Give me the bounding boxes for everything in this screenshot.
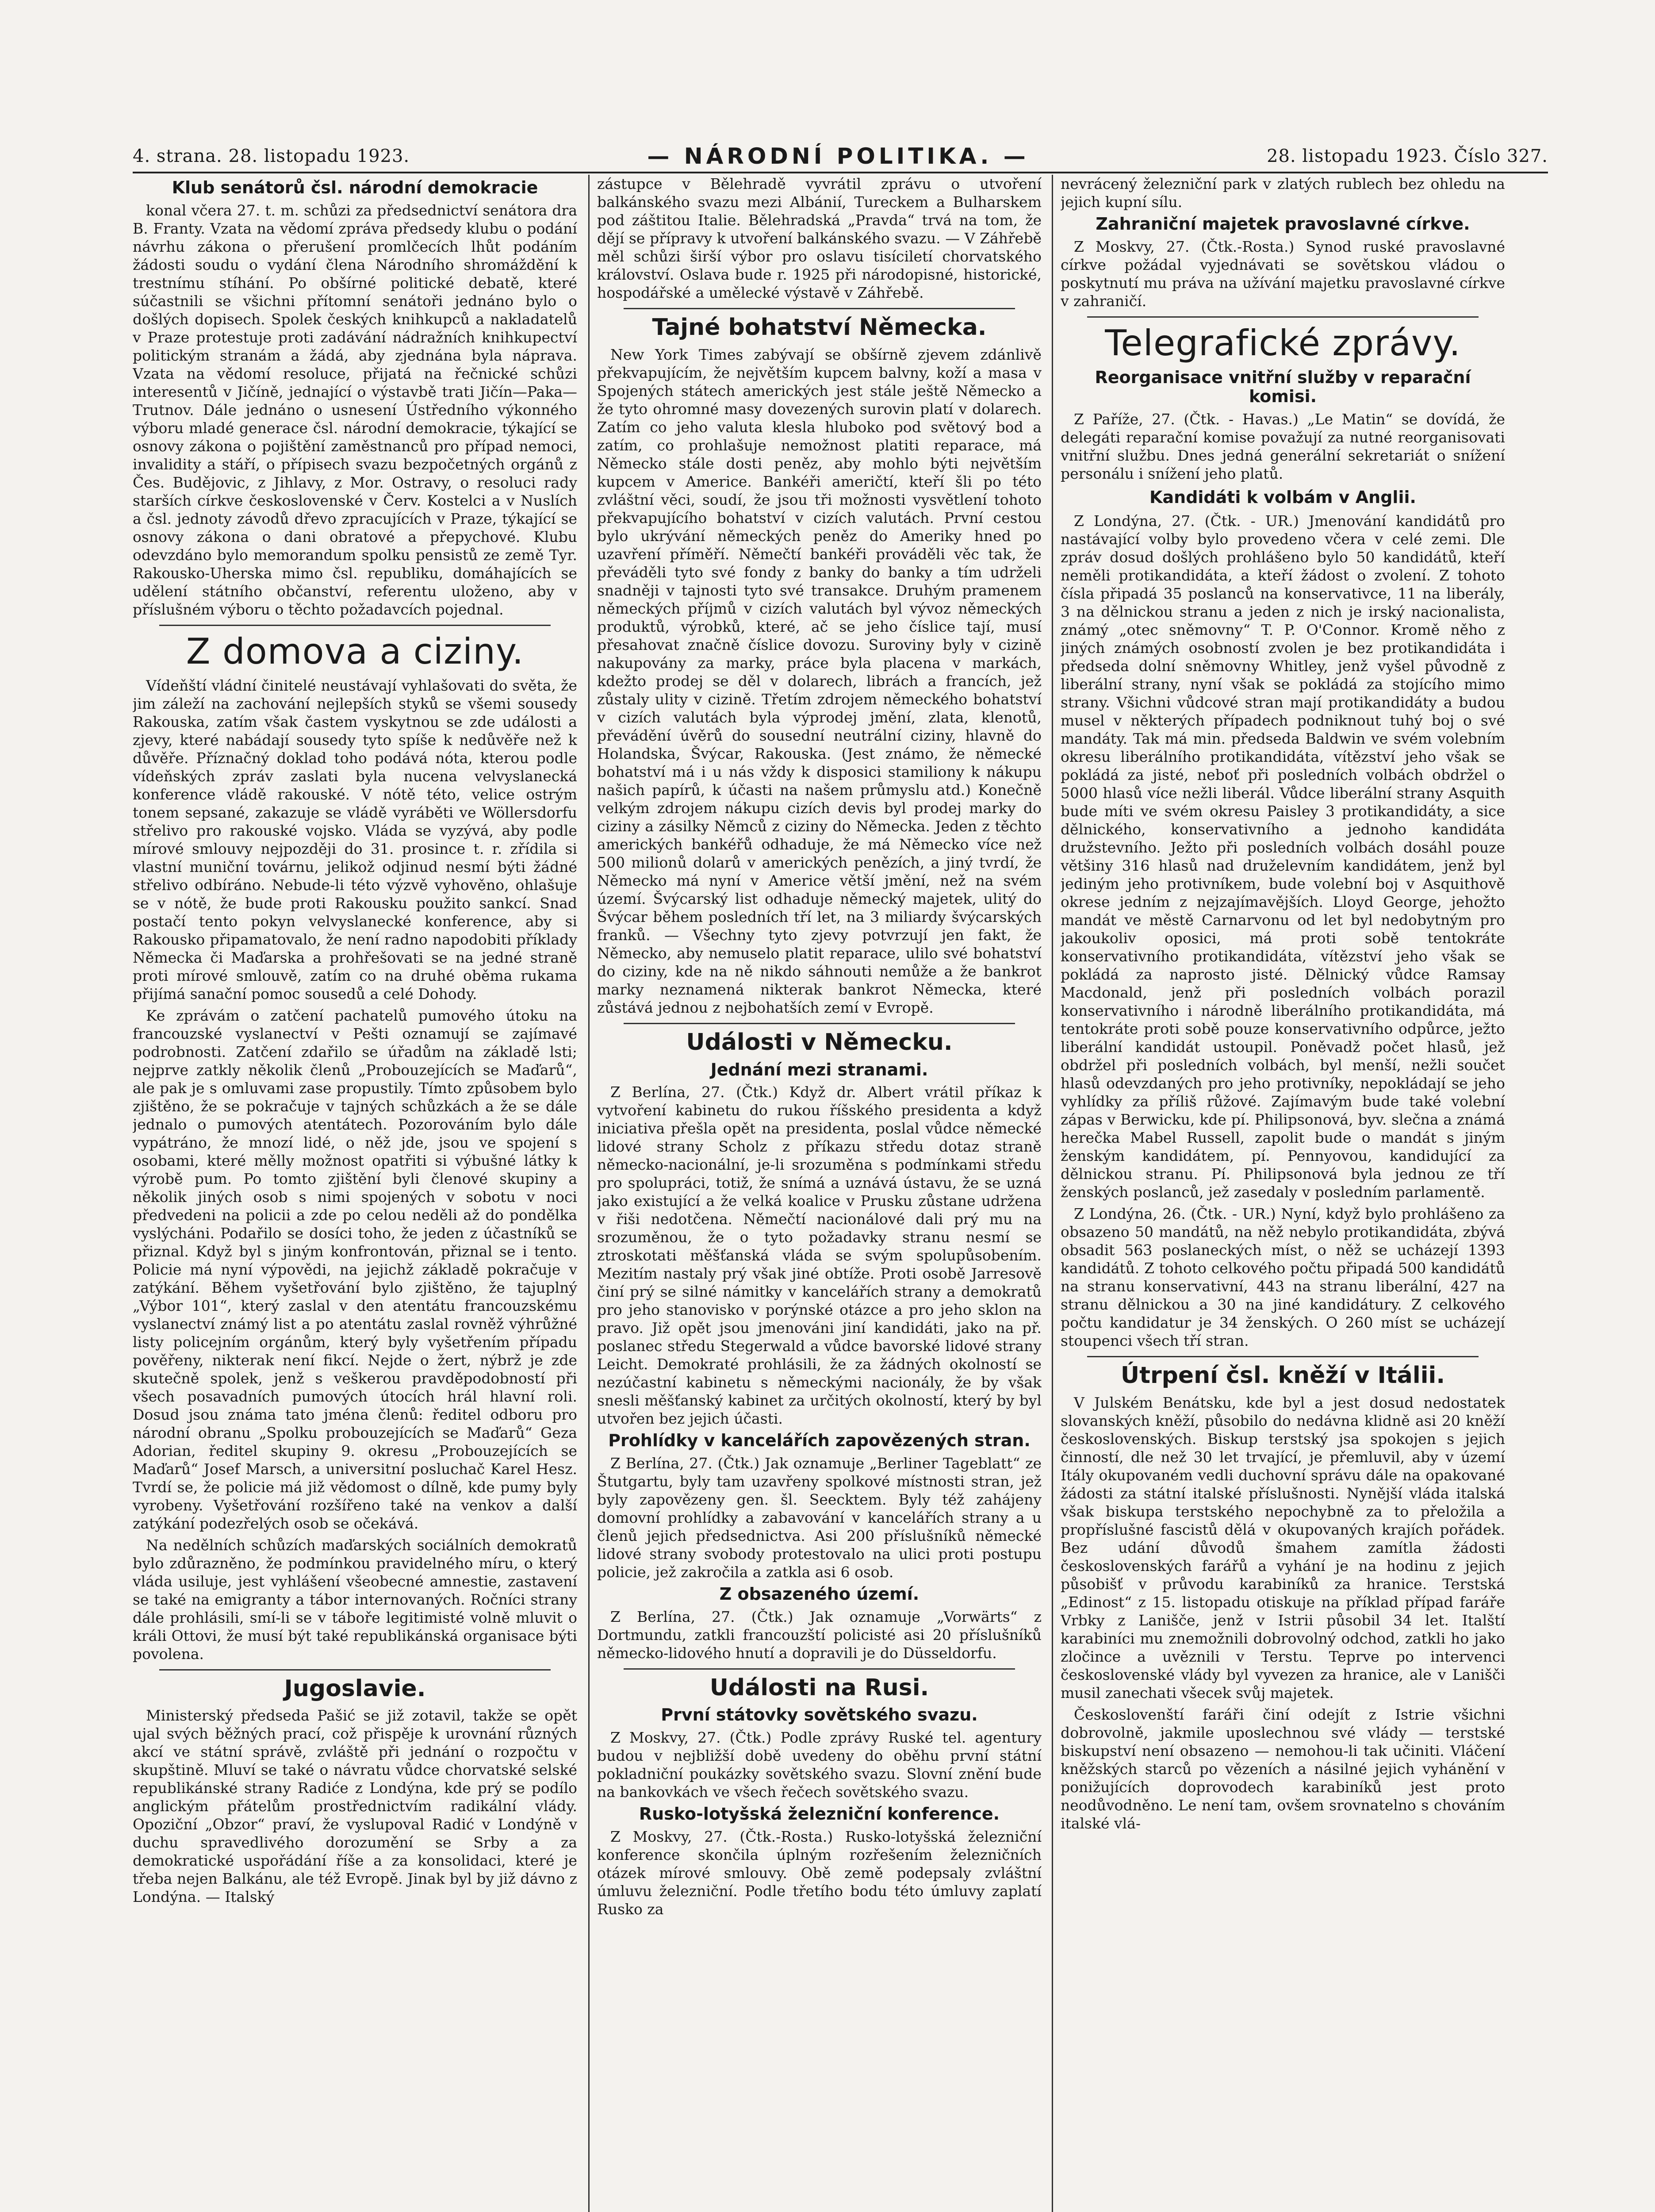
article-body: Z Londýna, 26. (Čtk. - UR.) Nyní, když bylo prohlášeno za obsazeno 50 mandátů, na něž nebylo protikandidáta, zbývá obsadit 563 poslaneckých míst, o něž se ucházejí 1393 kandidátů. Z tohoto celkového počtu připadá 500 kandidátů na stranu konservativní, 443 na stranu liberální, 427 na stranu dělnickou a 30 na jiné kandidátury. Z celkového počtu kandidatur je 34 ženských. O 260 míst se ucházejí stoupenci všech tří stran. [1061, 1205, 1505, 1349]
newspaper-title: — NÁRODNÍ POLITIKA. — [647, 143, 1029, 169]
section-title-jugoslavie: Jugoslavie. [284, 1675, 426, 1702]
subheadline-zahranicni-majetek: Zahraniční majetek pravoslavné církve. [1096, 214, 1470, 234]
article-body: Českoslovenští faráři činí odejít z Istrie všichni dobrovolně, jakmile uposlechnou své vlády — terstské biskupství není obsazeno — nemohou-li tak učiniti. Vláčení kněžských starců po vězeních a násilné jejich vyhánění v ponižujících doprovodech karabiníků jest proto neodůvodněno. Le není tam, ovšem srovnatelno s chováním italské vlá- [1061, 1705, 1505, 1832]
page-date-left: 4. strana. 28. listopadu 1923. [133, 146, 410, 166]
column-1 [133, 175, 577, 2212]
article-body: Z Berlína, 27. (Čtk.) Když dr. Albert vrátil příkaz k vytvoření kabinetu do rukou říšského presidenta a když iniciativa přešla opět na presidenta, poslal vůdce německé lidové strany Scholz z příkazu středu dotaz straně německo-nacionální, je-li srozuměna s podmínkami středu pro spolupráci, totiž, že snímá a uznává ústavu, že se uzná jako existující a že velká koalice v Prusku zůstane udržena v řiši nedotčena. Němečtí nacionálové dali prý mu na srozuměnou, že o tyto požadavky stranu nesmí se ztroskotati měšťanská vláda se svým spolupůsobením. Mezitím nastaly prý však jiné obtíže. Proti osobě Jarresově činí prý se silné námitky v kancelářích strany a demokratů pro jeho stanovisko v porýnské otázce a pro jeho sklon na pravo. Již opět jsou jmenováni jiní kandidáti, jako na př. poslanec středu Stegerwald a vůdce bavorské lidové strany Leicht. Demokraté prohlásili, že za žádných okolností se nezúčastní kabinetu s německými nacionály, že by však snesli měšťanský kabinet za určitých okolností, který by byl utvořen bez jejich účasti. [597, 1083, 1042, 1428]
headline-tajne-bohatstvi: Tajné bohatství Německa. [652, 314, 987, 341]
headline-utrpeni-knezi: Útrpení čsl. kněží v Itálii. [1120, 1362, 1445, 1389]
headline-klub-senatoru: Klub senátorů čsl. národní demokracie [172, 178, 538, 197]
article-body: Na nedělních schůzích maďarských sociálních demokratů bylo zdůrazněno, že podmínkou pravidelného míru, o který vláda usiluje, jest vyhlášení všeobecné amnestie, zastavení se také na emigranty a tábor internovaných. Ročníci strany dále prohlásili, smí-li se v táboře legitimisté volně mluvit o králi Ottovi, že musí být také republikánská organisace býti povolena. [133, 1536, 577, 1663]
separator [159, 1669, 551, 1671]
separator [1087, 316, 1479, 318]
column-2 [597, 175, 1042, 2212]
article-body: Vídeňští vládní činitelé neustávají vyhlašovati do světa, že jim záleží na zachování nejlepších styků se všemi sousedy Rakouska, zatím však častem vyskytnou se zde události a zjevy, které nabádají sousedy tyto spíše k nedůvěře než k důvěře. Příznačný doklad toho podává nóta, kterou podle vídeňských zpráv zaslati byla nucena velvyslanecká konference vládě rakouské. V nótě této, velice ostrým tonem sepsané, zakazuje se vládě vyráběti ve Wöllersdorfu střelivo pro rakouské vojsko. Vláda se vyzývá, aby podle mírové smlouvy nejpozději do 31. prosince t. r. zřídila si vlastní muniční továrnu, jelikož odjinud nesmí býti žádné střelivo odbíráno. Nebude-li této výzvě vyhověno, ohlašuje se v nótě, že bude proti Rakousku použito sankcí. Snad postačí tento pokyn velvyslanecké konference, aby si Rakousko připamatovalo, že není radno napodobiti příklady Německa či Maďarska a prohřešovati se na jedné straně proti mírové smlouvě, zatím co na druhé oběma rukama přijímá sanační pomoc sousedů a celé Dohody. [133, 676, 577, 1002]
headline-udalosti-v-nemecku: Události v Německu. [686, 1029, 953, 1056]
separator [624, 1668, 1015, 1670]
article-body: Ke zprávám o zatčení pachatelů pumového útoku na francouzské vyslanectví v Pešti oznamují se zajímavé podrobnosti. Zatčení zdařilo se úřadům na základě lsti; nejprve zatkly několik členů „Probouzejících se Maďarů“, ale pak je s omluvami zase propustily. Tímto způsobem bylo zjištěno, že se pokračuje v tajných schůzkách a že se dále jednalo o pumových atentátech. Pozorováním bylo dále vypátráno, že mnozí lidé, o něž jde, jsou ve spojení s osobami, které mělly možnost opatřiti si výbušné látky k výrobě pum. Po tomto zjištění byli členové skupiny a několik jiných osob s nimi spojených v sobotu v noci předvedeni na policii a zde po celou neděli až do pondělka vyslýcháni. Podařilo se dosíci toho, že jeden z účastníků se přiznal. Když byl s jiným konfrontován, přiznal se i tento. Policie má nyní výpovědi, na jejichž základě pokračuje v zatýkání. Během vyšetřování bylo zjištěno, že tajuplný „Výbor 101“, který zaslal v den atentátu francouzskému vyslanectví známý list a po atentátu zaslal rovněž výhrůžné listy policejním orgánům, který byly vyšetřením případu pověřeny, nikterak není fikcí. Nejde o žert, nýbrž je zde skutečně spolek, jenž s veškerou pravděpodobností při všech posavadních pumových útocích hrál hlavní roli. Dosud jsou známa tato jména členů: ředitel odboru pro národní obranu „Spolku probouzejících se Maďarů“ Geza Adorian, ředitel skupiny 9. okresu „Probouzejících se Maďarů“ Josef Marsch, a universitní posluchač Karel Hesz. Tvrdí se, že policie má již vědomost o dílně, kde pumy byly vyrobeny. Vyšetřování rozšířeno také na venkov a další zatýkání podezřelých osob se očekává. [133, 1006, 577, 1532]
article-body: zástupce v Bělehradě vyvrátil zprávu o utvoření balkánského svazu mezi Albánií, Tureckem a Bulharskem pod záštitou Italie. Bělehradská „Pravda“ trvá na tom, že dějí se přípravy k utvoření balkánského svazu. — V Záhřebě měl schůzi širší výbor pro oslavu tisíciletí chorvatského království. Oslava bude r. 1925 při národopisné, historické, hospodářské a umělecké výstavě v Záhřebě. [597, 175, 1042, 301]
subheadline-obsazene-uzemi: Z obsazeného území. [719, 1584, 919, 1604]
column-3 [1061, 175, 1505, 2212]
subheadline-prohlidky: Prohlídky v kancelářích zapovězených stran. [608, 1431, 1031, 1451]
article-body: V Julském Benátsku, kde byl a jest dosud nedostatek slovanských kněží, působilo do nedávna klidně asi 20 kněží československých. Biskup terstský jsa spokojen s jejich činností, dle než 30 let trvající, je přemluvil, aby v území Itály okupovaném vedli duchovní správu dále na opakované žádosti za státní italské příslušnosti. Nynější vláda italská však biskupa terstského nepochybně za to přeložila a propříslušné fascistů dělá v okupovaných krajích pořádek. Bez udání důvodů šmahem zamítla žádosti československých farářů a vyhání je na hodinu z jejich působišť v průvodu karabiníků za hranice. Terstská „Edinost“ z 15. listopadu otiskuje na příklad případ faráře Vrbky z Lanišče, jenž v Istrii působil 34 let. Italští karabiníci mu znemožnili dobrovolný odchod, zatkli ho jako zločince a uvěznili v Terstu. Teprve po intervenci československé vlády byl vyvezen za hranice, ale v Lanišči musil zanechati všecek svůj majetek. [1061, 1394, 1505, 1701]
subheadline-statovky: První státovky sovětského svazu. [661, 1705, 978, 1725]
article-body: Z Paříže, 27. (Čtk. - Havas.) „Le Matin“ se dovídá, že delegáti reparační komise považují za nutné reorganisovati vnitřní službu. Dnes jedná generální sekretariát o snížení personálu i snížení jeho platů. [1061, 411, 1505, 483]
headline-kandidati: Kandidáti k volbám v Anglii. [1149, 488, 1416, 507]
article-body: Z Moskvy, 27. (Čtk.-Rosta.) Synod ruské pravoslavné církve požádal vyjednávati se sovětskou vládou o poskytnutí mu práva na užívání majetku pravoslavné církve v zahraničí. [1061, 238, 1505, 310]
page-date-right: 28. listopadu 1923. Číslo 327. [1267, 146, 1548, 166]
section-title-telegraficke-zpravy: Telegrafické zprávy. [1105, 322, 1461, 364]
article-body: Z Berlína, 27. (Čtk.) Jak oznamuje „Vorwärts“ z Dortmundu, zatkli francouzští policisté asi 20 příslušníků německo-lidového hnutí a dopravili je do Düsseldorfu. [597, 1608, 1042, 1662]
separator [1087, 1356, 1479, 1357]
subheadline-rusko-lotysska: Rusko-lotyšská železniční konference. [639, 1804, 1000, 1824]
subheadline-jednani: Jednání mezi stranami. [710, 1060, 928, 1079]
article-body: Z Londýna, 27. (Čtk. - UR.) Jmenování kandidátů pro nastávající volby bylo provedeno včera v celé zemi. Dle zpráv dosud došlých prohlášeno bylo 50 kandidátů, kteří neměli protikandidáta, a kteří žádost o zvolení. Z tohoto čísla připadá 35 poslanců na konservativce, 11 na liberály, 3 na dělnickou stranu a jeden z nich je irský nacionalista, známý „otec sněmovny“ T. P. O'Connor. Kromě něho z jiných známých osobností zvolen je bez protikandidáta i předseda dolní sněmovny Whitley, jenž vyšel původně z liberální strany, nyní však se pokládá za stojícího mimo strany. Všichni vůdcové stran mají protikandidáty a budou musel v některých případech podniknout tuhý boj o své mandáty. Tak má min. předseda Baldwin ve svém volebním okresu liberálního protikandidáta, vítězství jeho však se pokládá za jisté, neboť při posledních volbách obdržel o 5000 hlasů více nežli liberál. Vůdce liberální strany Asquith bude míti ve svém okresu Paisley 3 protikandidáty, a sice dělnického, konservativního a jednoho kandidáta družstevního. Ježto při posledních volbách dosáhl pouze většiny 316 hlasů nad druželevním kandidátem, jenž byl jediným jeho protivníkem, bude volební boj v Asquithově okrese jedním z nejzajímavějších. Lloyd George, jehožto mandát ve městě Carnarvonu od let byl nedobytným pro jakoukoliv oposici, má proti sobě tentokráte konservativního protikandidáta, vítězství jeho však se pokládá za naprosto jisté. Dělnický vůdce Ramsay Macdonald, jenž při posledních volbách porazil konservativního i národně liberálního protikandidáta, má tentokráte proti sobě pouze konservativního odpůrce, ježto liberální kandidát ustoupil. Poněvadž počet hlasů, jež obdržel při posledních volbách, byl menší, nežli součet hlasů odevzdaných pro jeho protivníky, nepokládají se jeho vyhlídky za příliš růžové. Zajímavým bude také volební zápas v Berwicku, kde pí. Philipsonová, byv. slečna a známá herečka Mabel Russell, zapolit bude o mandát s jiným ženským kandidátem, pí. Pennyovou, kandidující za dělnickou stranu. Pí. Philipsonová byla jednou ze tří ženských poslanců, jež zasedaly v posledním parlamentě. [1061, 512, 1505, 1201]
separator [159, 625, 551, 626]
article-body: Z Moskvy, 27. (Čtk.-Rosta.) Rusko-lotyšská železniční konference skončila úplným rozřešením železničních otázek mírové smlouvy. Obě země podepsaly zvláštní úmluvu železniční. Podle třetího bodu této úmluvy zaplatí Rusko za [597, 1828, 1042, 1918]
article-body: Z Berlína, 27. (Čtk.) Jak oznamuje „Berliner Tageblatt“ ze Štutgartu, byly tam uzavřeny spolkové místnosti stran, jež byly zapovězeny gen. šl. Seecktem. Byly též zahájeny domovní prohlídky a zabavování v kancelářích strany a u členů jejich předsednictva. Asi 200 příslušníků německé lidové strany svobody protestovalo na ulici proti postupu policie, jež zakročila a zatkla asi 6 osob. [597, 1454, 1042, 1581]
section-title-z-domova: Z domova a ciziny. [186, 630, 524, 672]
headline-udalosti-na-rusi: Události na Rusi. [709, 1674, 929, 1701]
column-rule [588, 175, 590, 2212]
separator [624, 308, 1015, 309]
article-body: nevrácený železniční park v zlatých rublech bez ohledu na jejich kupní sílu. [1061, 175, 1505, 211]
article-body: konal včera 27. t. m. schůzi za předsednictví senátora dra B. Franty. Vzata na vědomí zpráva předsedy klubu o podání návrhu zákona o přerušení promlčecích lhůt podáním žádosti soudu o vydání člena Národního shromáždění k trestnímu stíhání. Po obšírné politické debatě, které súčastnili se všichni přítomní senátoři jednáno bylo o došlých dopisech. Spolek českých knihkupců a nakladatelů v Praze protestuje proti zadávání nádražních knihkupectví politickým stranám a žádá, aby zjednána byla náprava. Vzata na vědomí resoluce, přijatá na řečnické schůzi interesentů v Jičíně, jednající o výstavbě trati Jičín—Paka—Trutnov. Dále jednáno o usnesení Ústředního výkonného výboru mladé generace čsl. národní demokracie, týkající se osnovy zákona o pojištění zaměstnanců pro případ nemoci, invalidity a stáří, o přípisech svazu bezpočetných orgánů z Čes. Budějovic, z Jihlavy, z Mor. Ostravy, o resoluci rady starších církve československé v Červ. Kostelci a v Nuslích a čsl. jednoty závodů dřevo zpracujících v Praze, týkající se osnovy zákona o dani obratové a přepychové. Klubu odevzdáno bylo memorandum spolku pensistů ze země Tyr. Rakousko-Uherska mimo čsl. republiku, domáhajících se udělení státního občanství, referentu uloženo, aby v příslušném výboru o těchto požadavcích pojednal. [133, 201, 577, 618]
article-body: New York Times zabývají se obšírně zjevem zdánlivě překvapujícím, že největším kupcem balvny, koží a masa v Spojených státech amerických jest stále ještě Německo a že tyto ohromné masy dovezených surovin platí v dolarech. Zatím co jeho valuta klesla hluboko pod světový bod a zatím, co prohlašuje nemožnost platiti reparace, má Německo stále dosti peněz, aby mohlo býti největším kupcem v Americe. Bankéři američtí, kteří šli po této zvláštní věci, soudí, že jsou tři možnosti vysvětlení tohoto překvapujícího bohatství v cizích valutách. První cestou bylo ukrývání německých peněz do Ameriky hned po uzavření příměří. Němečtí bankéři prováděli věc tak, že převáděli tyto své fondy z banky do banky a tím udrželi snadněji v tajnosti tyto své transakce. Druhým pramenem německých příjmů v cizích valutách byl vývoz německých produktů, výrobků, které, ač se jeho číslice tají, musí přesahovat značně číslice dovozu. Suroviny byly v cizině nakupovány za marky, práce byla placena v markách, kdežto prodej se děl v dolarech, librách a francích, jež zůstaly ulity v cizině. Třetím zdrojem německého bohatství v cizích valutách byla výprodej jmění, zlata, klenotů, převádění úvěrů do sousední neutrální ciziny, hlavně do Holandska, Švýcar, Rakouska. (Jest známo, že německé bohatství má i u nás vždy k disposici stamiliony k nákupu našich papírů, k účasti na našem průmyslu atd.) Konečně velkým zdrojem nákupu cizích devis byl prodej marky do ciziny a zásilky Němců z ciziny do Německa. Jeden z těchto amerických bankéřů odhaduje, že má Německo více než 500 milionů dolarů v amerických penězích, a jiný tvrdí, že Německo má nyní v Americe větší jmění, než na svém území. Švýcarský list odhaduje německý majetek, ulitý do Švýcar během posledních tří let, na 3 miliardy švýcarských franků. — Všechny tyto zjevy potvrzují jen fakt, že Německo, aby nemuselo platit reparace, ulilo své bohatství do ciziny, kde na ně nikdo sáhnouti nemůže a že bankrot marky neznamená nikterak bankrot Německa, které zůstává jednou z nejbohatších zemí v Evropě. [597, 346, 1042, 1016]
column-rule [1052, 175, 1053, 2212]
subheadline-reorganisace: Reorganisace vnitřní služby v reparační komisi. [1095, 367, 1471, 407]
article-body: Ministerský předseda Pašić se již zotavil, takže se opět ujal svých běžných prací, což přispěje k urovnání různých akcí ve státní správě, zvláště při jednání o rozpočtu v skupštině. Mluví se také o návratu vůdce chorvatské selské republikánské strany Radiće z Londýna, kde prý se podílo anglickým přátelům prostřednictvím radikální vlády. Opoziční „Obzor“ praví, že vyslupoval Radić v Londýně v duchu spravedlivého dorozumění se Srby a za demokratické uspořádání říše a za konsolidaci, které je třeba nejen Balkánu, ale též Evropě. Jinak byl by již dávno z Londýna. — Italský [133, 1707, 577, 1906]
separator [624, 1023, 1015, 1024]
article-body: Z Moskvy, 27. (Čtk.) Podle zprávy Ruské tel. agentury budou v nejbližší době uvedeny do oběhu první státní pokladniční poukázky sovětského svazu. Slovní znění bude na bankovkách ve všech řečech sovětského svazu. [597, 1729, 1042, 1801]
masthead [133, 141, 1548, 173]
